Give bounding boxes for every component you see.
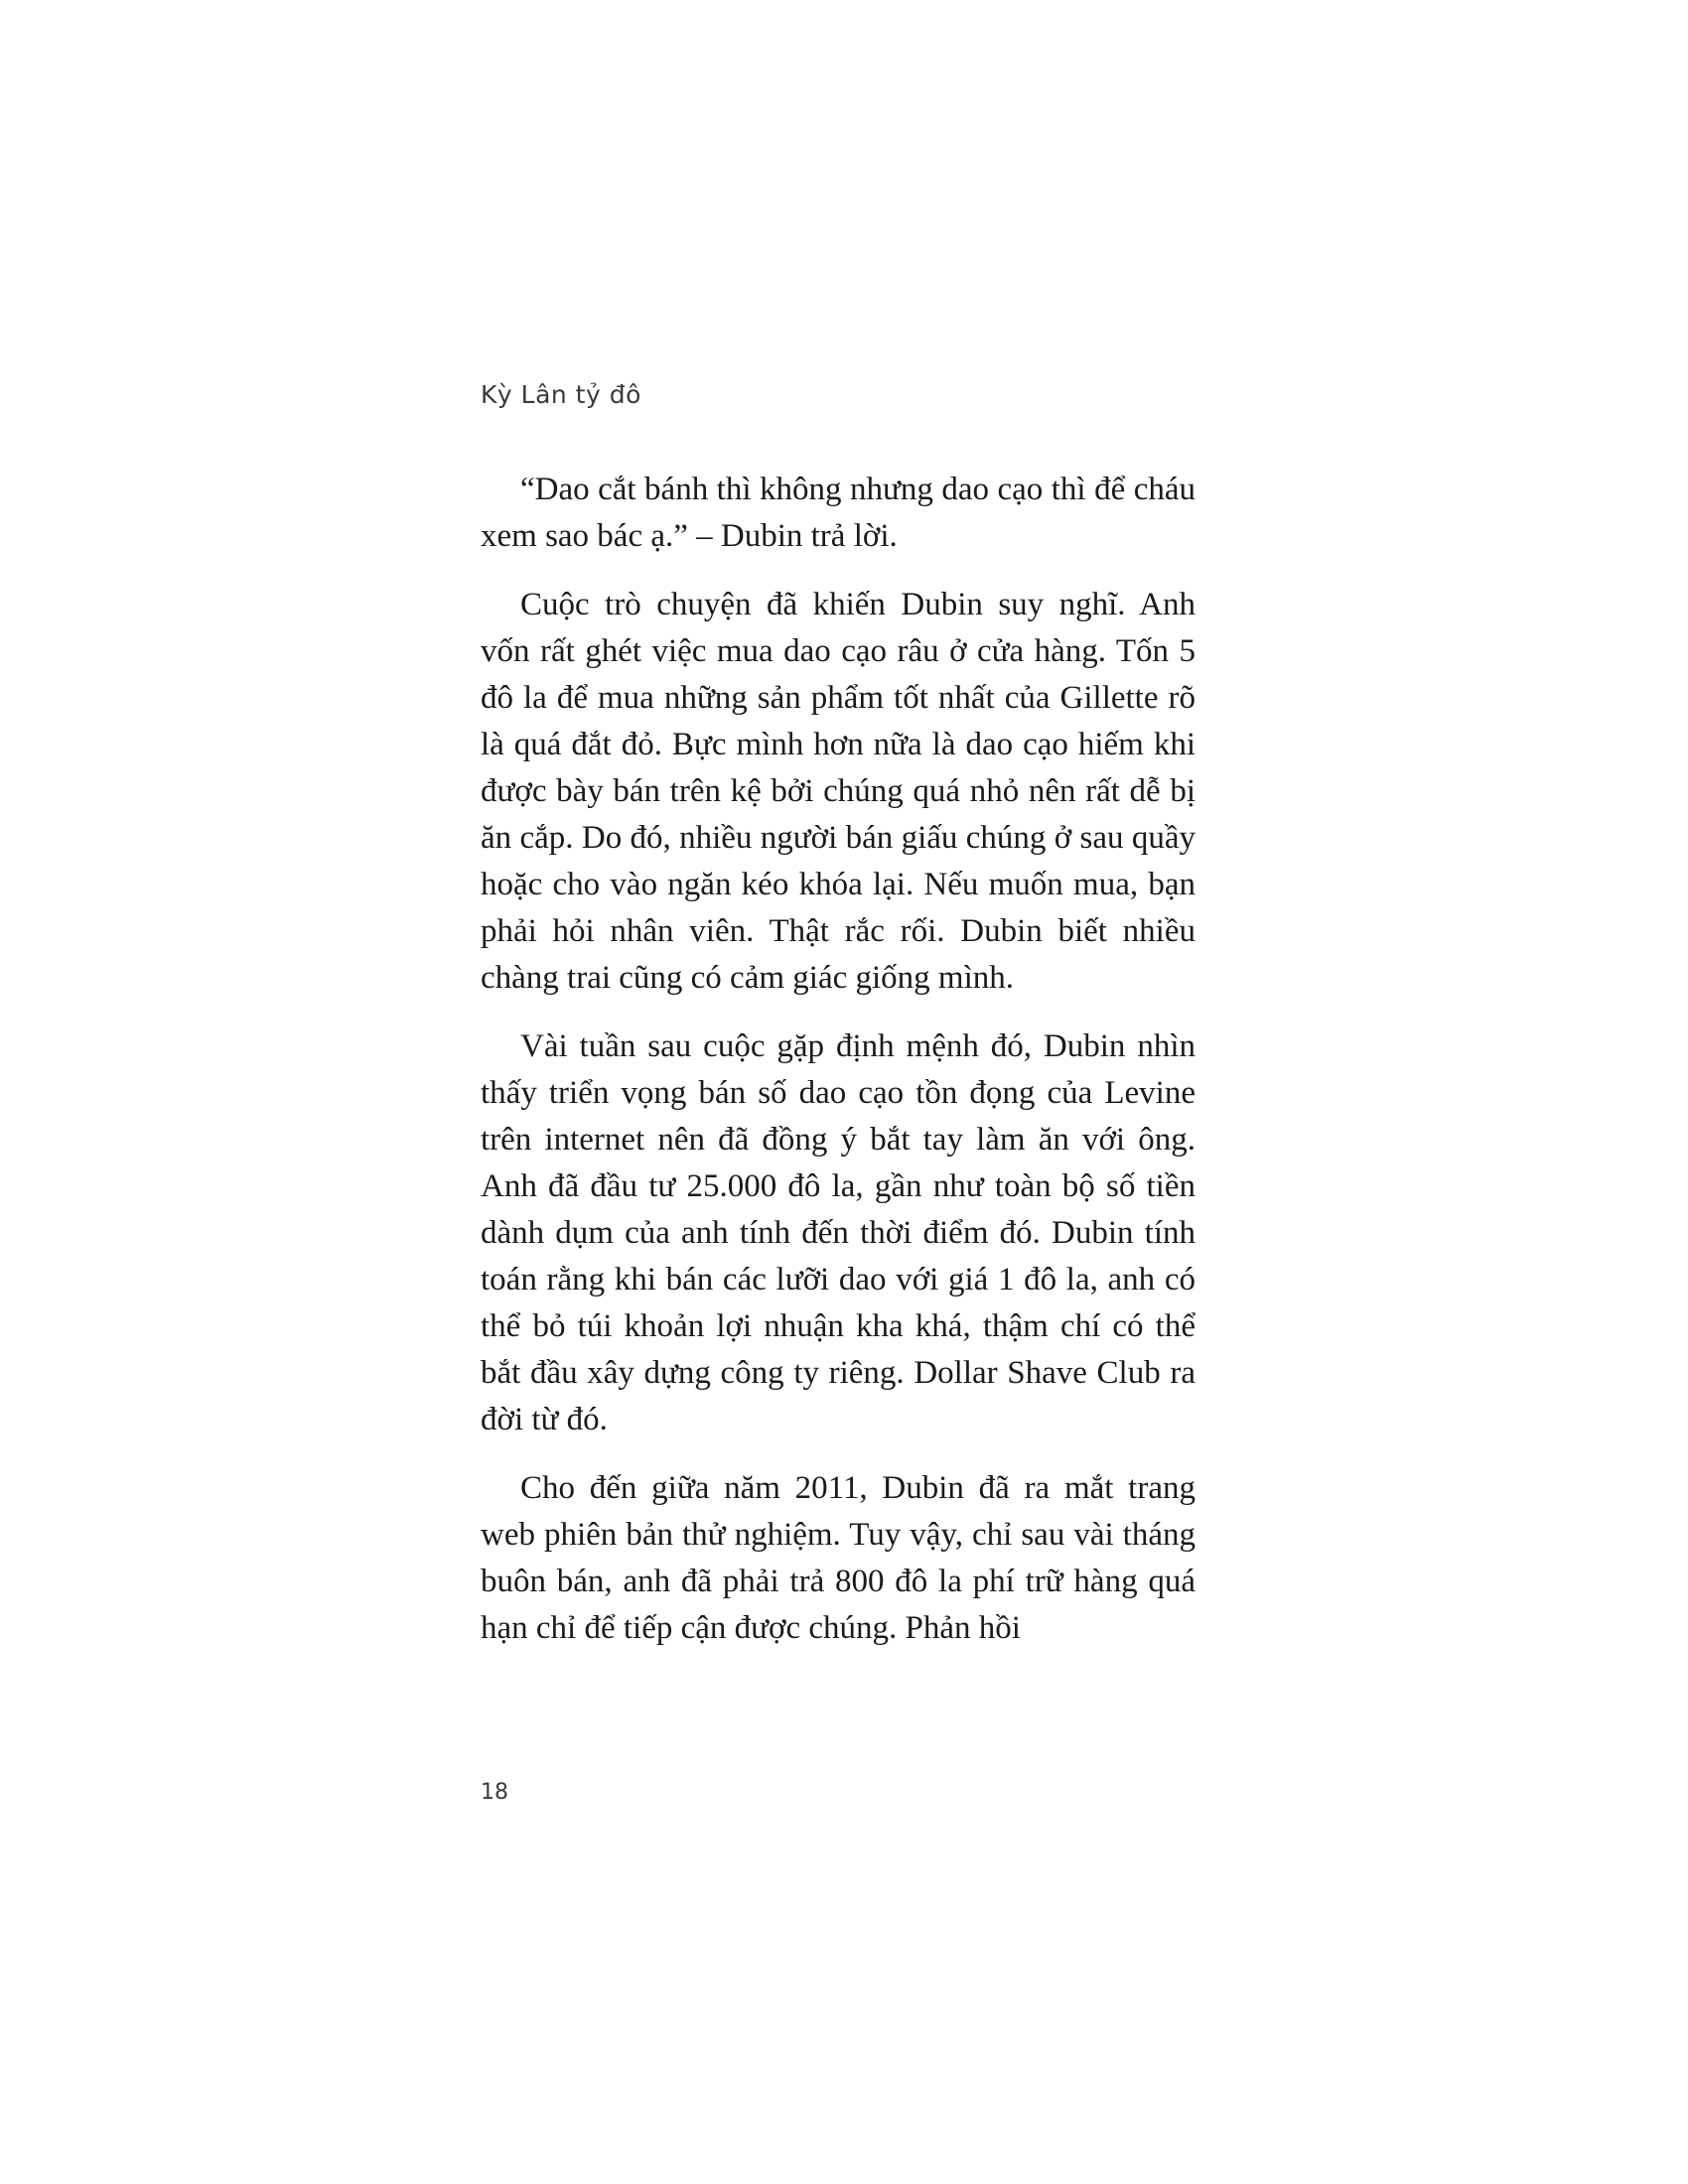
body-text [481, 467, 1196, 1674]
paragraph: Vài tuần sau cuộc gặp định mệnh đó, Dubin nhìn thấy triển vọng bán số dao cạo tồn đọng của Levine trên internet nên đã đồng ý bắt tay làm ăn với ông. Anh đã đầu tư 25.000 đô la, gần như toàn bộ số tiền dành dụm của anh tính đến thời điểm đó. Dubin tính toán rằng khi bán các lưỡi dao với giá 1 đô la, anh có thể bỏ túi khoản lợi nhuận kha khá, thậm chí có thể bắt đầu xây dựng công ty riêng. Dollar Shave Club ra đời từ đó. [481, 1028, 1196, 1437]
running-head: Kỳ Lân tỷ đô [481, 380, 641, 409]
page-number: 18 [481, 1780, 508, 1805]
paragraph: Cho đến giữa năm 2011, Dubin đã ra mắt trang web phiên bản thử nghiệm. Tuy vậy, chỉ sau vài tháng buôn bán, anh đã phải trả 800 đô la phí trữ hàng quá hạn chỉ để tiếp cận được chúng. Phản hồi [481, 1470, 1196, 1646]
paragraph: “Dao cắt bánh thì không nhưng dao cạo thì để cháu xem sao bác ạ.” – Dubin trả lời. [481, 472, 1196, 554]
paragraph: Cuộc trò chuyện đã khiến Dubin suy nghĩ. Anh vốn rất ghét việc mua dao cạo râu ở cửa hàng. Tốn 5 đô la để mua những sản phẩm tốt nhất của Gillette rõ là quá đắt đỏ. Bực mình hơn nữa là dao cạo hiếm khi được bày bán trên kệ bởi chúng quá nhỏ nên rất dễ bị ăn cắp. Do đó, nhiều người bán giấu chúng ở sau quầy hoặc cho vào ngăn kéo khóa lại. Nếu muốn mua, bạn phải hỏi nhân viên. Thật rắc rối. Dubin biết nhiều chàng trai cũng có cảm giác giống mình. [481, 587, 1196, 996]
